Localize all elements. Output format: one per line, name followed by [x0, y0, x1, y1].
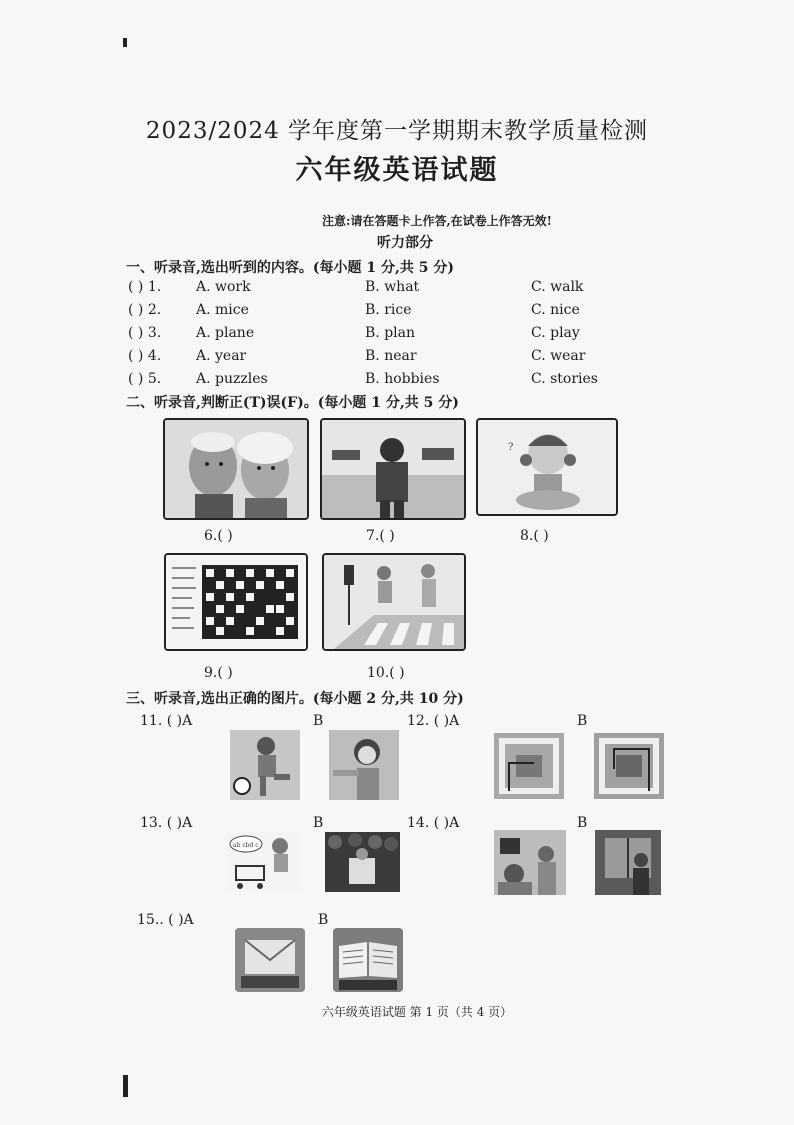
q5-option-c: C. stories [531, 371, 598, 387]
exam-title: 2023/2024 学年度第一学期期末教学质量检测 [145, 118, 649, 144]
q13-option-b-label: B [313, 815, 324, 831]
q13-label: 13. ( )A [140, 815, 193, 831]
q4-option-a: A. year [196, 348, 247, 364]
q9-label: 9.( ) [204, 665, 233, 681]
scan-mark-top [123, 38, 127, 47]
section-2-heading: 二、听录音,判断正(T)误(F)。(每小题 1 分,共 5 分) [126, 395, 459, 411]
q14-label: 14. ( )A [407, 815, 460, 831]
q3-number: ( ) 3. [128, 325, 162, 341]
q6-label: 6.( ) [204, 528, 233, 544]
exam-subtitle: 六年级英语试题 [295, 155, 499, 186]
shopping-girl-image [228, 832, 300, 892]
q11-label: 11. ( )A [140, 713, 193, 729]
q12-option-b-label: B [577, 713, 588, 729]
crossword-image [164, 553, 308, 651]
playing-soccer-image [230, 730, 300, 800]
q14-option-b-label: B [577, 815, 588, 831]
route-map-a-image [494, 733, 564, 799]
q1-number: ( ) 1. [128, 279, 162, 295]
q5-option-b: B. hobbies [365, 371, 440, 387]
pilot-image [320, 418, 466, 520]
q3-option-a: A. plane [196, 325, 255, 341]
q1-option-b: B. what [365, 279, 420, 295]
q5-number: ( ) 5. [128, 371, 162, 387]
section-1-heading: 一、听录音,选出听到的内容。(每小题 1 分,共 5 分) [126, 260, 454, 276]
sick-girl-image [476, 418, 618, 516]
q4-option-c: C. wear [531, 348, 586, 364]
q2-option-c: C. nice [531, 302, 580, 318]
q12-label: 12. ( )A [407, 713, 460, 729]
exam-notice: 注意:请在答题卡上作答,在试卷上作答无效! [322, 214, 552, 228]
q3-option-b: B. plan [365, 325, 415, 341]
q15-option-b-label: B [318, 912, 329, 928]
svg-text:?: ? [508, 442, 514, 453]
q2-option-b: B. rice [365, 302, 412, 318]
street-crossing-image [322, 553, 466, 651]
route-map-b-image [594, 733, 664, 799]
elderly-couple-image [163, 418, 309, 520]
page-footer: 六年级英语试题 第 1 页（共 4 页） [321, 1005, 513, 1019]
q7-label: 7.( ) [366, 528, 395, 544]
section-3-heading: 三、听录音,选出正确的图片。(每小题 2 分,共 10 分) [126, 691, 464, 707]
scan-mark-bottom [123, 1075, 128, 1097]
letter-envelope-image [235, 928, 305, 992]
boy-thinking-image [494, 830, 566, 895]
q1-option-a: A. work [196, 279, 251, 295]
q15-label: 15.. ( )A [137, 912, 194, 928]
part-heading: 听力部分 [377, 235, 433, 251]
girl-at-window-image [595, 830, 661, 895]
q10-label: 10.( ) [367, 665, 405, 681]
q2-number: ( ) 2. [128, 302, 162, 318]
q11-option-b-label: B [313, 713, 324, 729]
q5-option-a: A. puzzles [196, 371, 268, 387]
q4-option-b: B. near [365, 348, 417, 364]
concert-crowd-image [325, 832, 400, 892]
speech-bubble-text: ab cbd c [233, 842, 259, 849]
q4-number: ( ) 4. [128, 348, 162, 364]
q2-option-a: A. mice [196, 302, 249, 318]
open-book-image [333, 928, 403, 992]
q1-option-c: C. walk [531, 279, 584, 295]
q3-option-c: C. play [531, 325, 580, 341]
girl-pointing-image [329, 730, 399, 800]
q8-label: 8.( ) [520, 528, 549, 544]
